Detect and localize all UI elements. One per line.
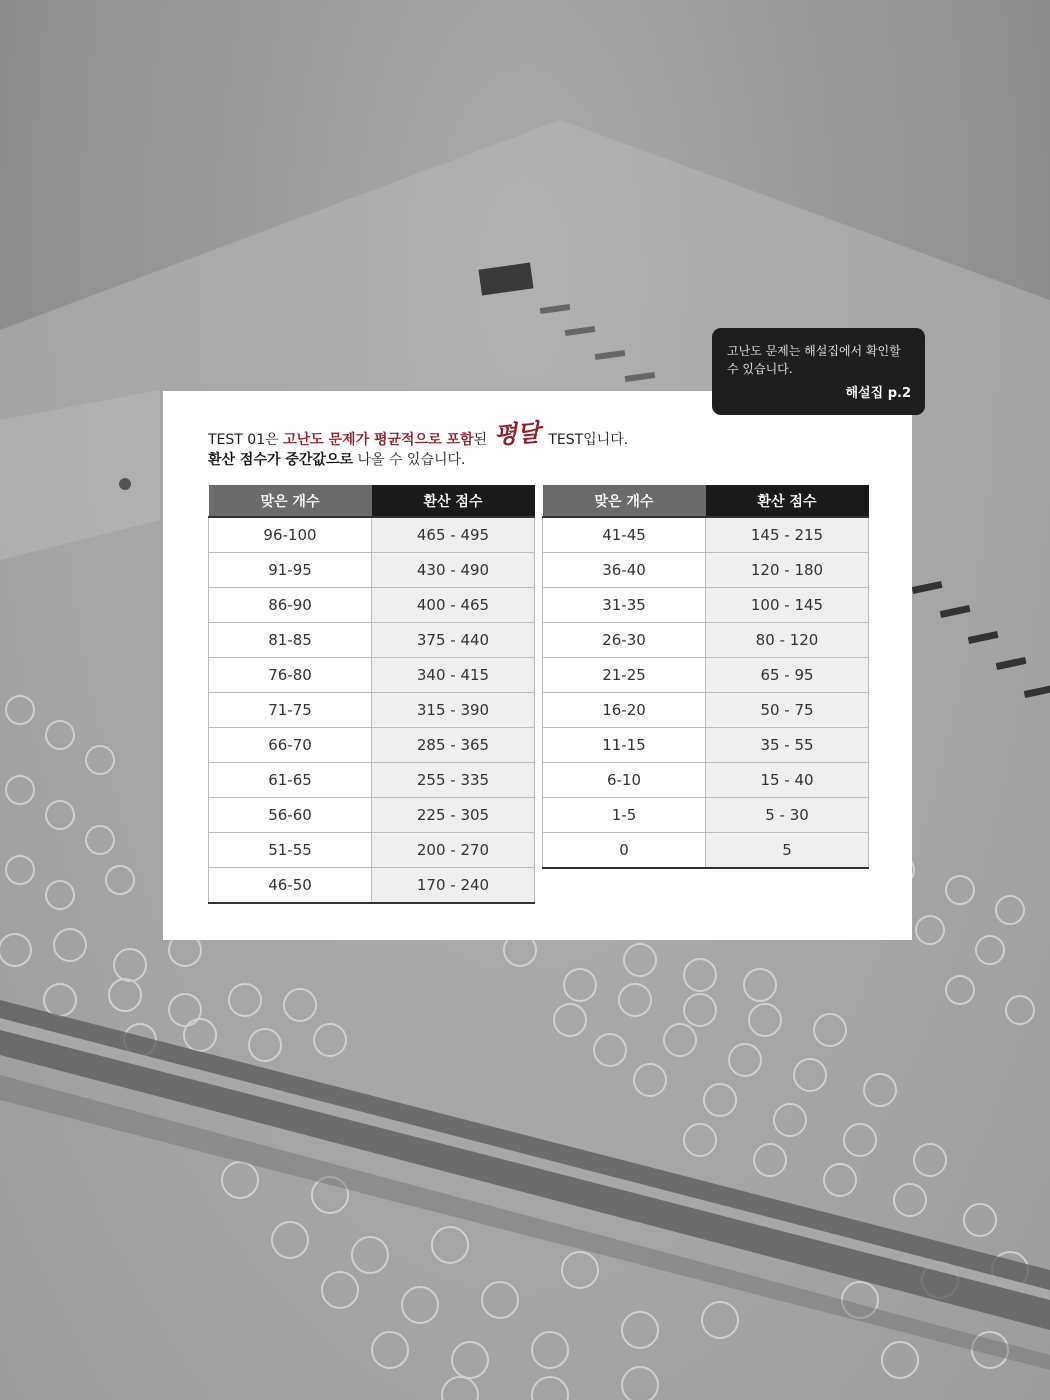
table-row	[543, 693, 869, 728]
converted-score-cell: 430 - 490	[372, 553, 535, 588]
table-row	[543, 553, 869, 588]
converted-score-cell: 35 - 55	[706, 728, 869, 763]
correct-count-cell: 86-90	[209, 588, 372, 623]
converted-score-cell: 285 - 365	[372, 728, 535, 763]
table-row	[543, 623, 869, 658]
converted-score-cell: 15 - 40	[706, 763, 869, 798]
correct-count-cell: 71-75	[209, 693, 372, 728]
converted-score-cell: 120 - 180	[706, 553, 869, 588]
intro-bold: 환산 점수가 중간값으로	[208, 452, 353, 468]
intro-suffix: TEST입니다.	[543, 432, 629, 448]
correct-count-cell: 11-15	[543, 728, 706, 763]
table-row	[209, 693, 535, 728]
intro-text	[208, 417, 848, 474]
correct-count-cell: 56-60	[209, 798, 372, 833]
table-row	[209, 728, 535, 763]
table-row	[543, 588, 869, 623]
correct-count-cell: 81-85	[209, 623, 372, 658]
header-converted-score: 환산 점수	[706, 485, 869, 517]
score-table-left	[208, 485, 535, 904]
converted-score-cell: 65 - 95	[706, 658, 869, 693]
correct-count-cell: 61-65	[209, 763, 372, 798]
correct-count-cell: 51-55	[209, 833, 372, 868]
correct-count-cell: 26-30	[543, 623, 706, 658]
table-row	[209, 588, 535, 623]
correct-count-cell: 1-5	[543, 798, 706, 833]
table-row	[209, 658, 535, 693]
converted-score-cell: 5	[706, 833, 869, 869]
table-row	[543, 763, 869, 798]
correct-count-cell: 66-70	[209, 728, 372, 763]
correct-count-cell: 16-20	[543, 693, 706, 728]
table-header-row	[209, 485, 535, 517]
intro-highlight: 고난도 문제가 평균적으로 포함	[283, 432, 474, 448]
table-row	[543, 517, 869, 553]
table-row	[209, 833, 535, 868]
table-row	[209, 763, 535, 798]
correct-count-cell: 36-40	[543, 553, 706, 588]
converted-score-cell: 80 - 120	[706, 623, 869, 658]
converted-score-cell: 100 - 145	[706, 588, 869, 623]
difficulty-label: 평달	[492, 417, 541, 450]
table-body	[209, 517, 535, 903]
header-converted-score: 환산 점수	[372, 485, 535, 517]
note-text: 고난도 문제는 해설집에서 확인할 수 있습니다.	[727, 344, 901, 376]
converted-score-cell: 315 - 390	[372, 693, 535, 728]
explanation-note-bubble	[712, 328, 925, 415]
table-row	[543, 658, 869, 693]
intro-line2-suffix: 나올 수 있습니다.	[353, 452, 466, 468]
converted-score-cell: 145 - 215	[706, 517, 869, 553]
converted-score-cell: 465 - 495	[372, 517, 535, 553]
converted-score-cell: 340 - 415	[372, 658, 535, 693]
converted-score-cell: 375 - 440	[372, 623, 535, 658]
correct-count-cell: 41-45	[543, 517, 706, 553]
score-conversion-card	[163, 391, 912, 940]
correct-count-cell: 91-95	[209, 553, 372, 588]
converted-score-cell: 50 - 75	[706, 693, 869, 728]
table-row	[209, 623, 535, 658]
converted-score-cell: 225 - 305	[372, 798, 535, 833]
correct-count-cell: 31-35	[543, 588, 706, 623]
correct-count-cell: 21-25	[543, 658, 706, 693]
score-table-right	[542, 485, 869, 869]
converted-score-cell: 400 - 465	[372, 588, 535, 623]
table-row	[543, 798, 869, 833]
correct-count-cell: 76-80	[209, 658, 372, 693]
converted-score-cell: 170 - 240	[372, 868, 535, 904]
header-correct-count: 맞은 개수	[209, 485, 372, 517]
intro-prefix: TEST 01은	[208, 432, 284, 448]
intro-line-1	[208, 417, 848, 450]
correct-count-cell: 6-10	[543, 763, 706, 798]
table-body	[543, 517, 869, 868]
table-header-row	[543, 485, 869, 517]
table-row	[543, 833, 869, 869]
table-row	[209, 553, 535, 588]
correct-count-cell: 0	[543, 833, 706, 869]
converted-score-cell: 255 - 335	[372, 763, 535, 798]
correct-count-cell: 96-100	[209, 517, 372, 553]
converted-score-cell: 5 - 30	[706, 798, 869, 833]
table-row	[209, 517, 535, 553]
intro-middle: 된	[473, 432, 492, 448]
intro-line-2	[208, 449, 848, 474]
page-reference: 해설집 p.2	[845, 386, 911, 401]
table-row	[209, 868, 535, 904]
table-row	[209, 798, 535, 833]
header-correct-count: 맞은 개수	[543, 485, 706, 517]
correct-count-cell: 46-50	[209, 868, 372, 904]
table-row	[543, 728, 869, 763]
converted-score-cell: 200 - 270	[372, 833, 535, 868]
